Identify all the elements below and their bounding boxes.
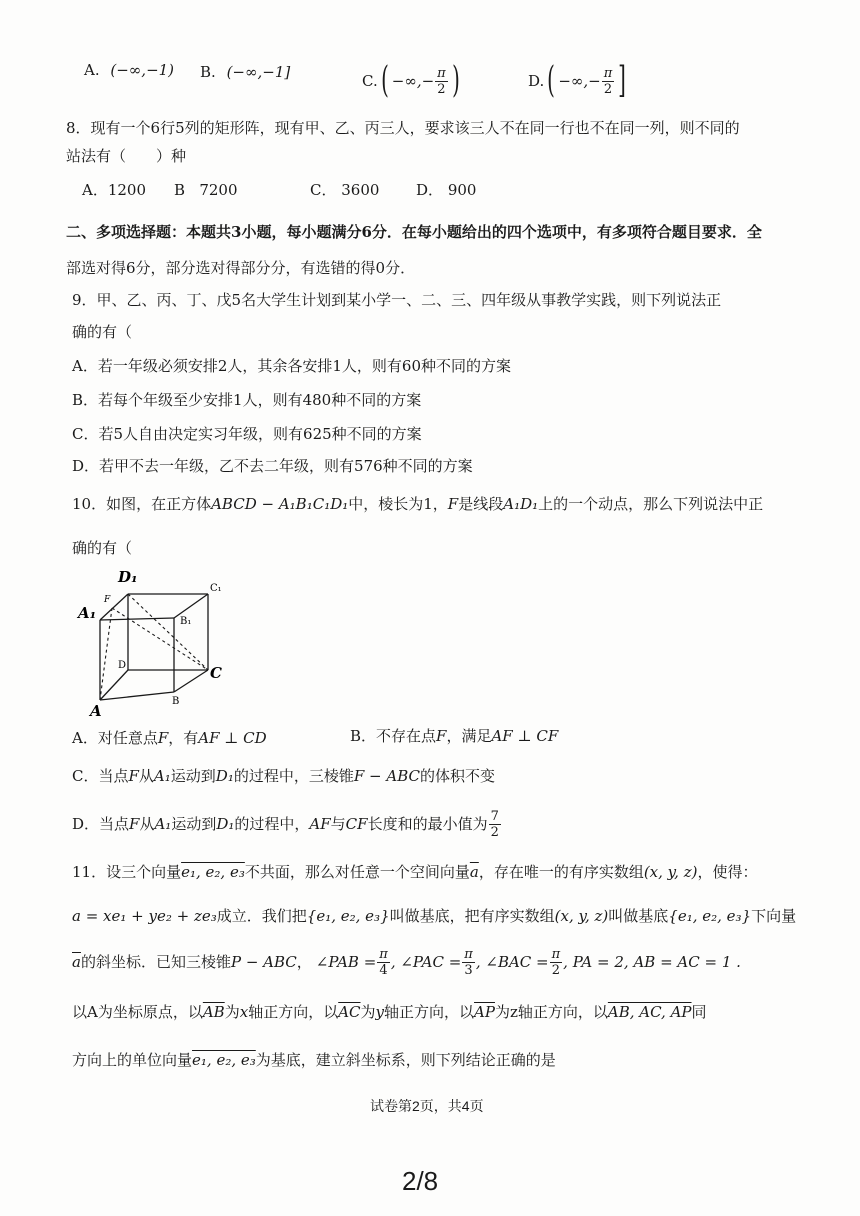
segment-d1c — [128, 594, 208, 670]
q8-option-b: B 7200 — [174, 181, 238, 199]
q10-option-c: C．当点F从A₁运动到D₁的过程中，三棱锥F − ABC的体积不变 — [72, 767, 495, 785]
label-d1: D₁ — [118, 568, 138, 586]
edge-bc — [174, 670, 208, 692]
q10-stem-line2: 确的有（ — [72, 539, 133, 557]
label-a: A — [90, 702, 102, 718]
section2-heading-line2: 部选对得6分，部分选对得部分分，有选错的得0分． — [66, 259, 416, 277]
q8-stem-line2: 站法有（ ）种 — [66, 147, 187, 165]
q10-option-b: B．不存在点F，满足AF ⊥ CF — [350, 727, 559, 745]
q9-option-d: D．若甲不去一年级，乙不去二年级，则有576种不同的方案 — [72, 457, 473, 475]
q9-stem-line2: 确的有（ — [72, 323, 133, 341]
label-f: F — [104, 595, 111, 605]
q11-line4: 以A为坐标原点，以$\overline{AB}$为x轴正方向，以$\overline{AC}$为y轴正方向，以$\overline{AP}$为z轴正方向，以AB, AC, AP同 — [72, 1003, 707, 1021]
q11-line5: 方向上的单位向量e₁, e₂, e₃为基底，建立斜坐标系，则下列结论正确的是 — [72, 1051, 556, 1069]
q8-options — [82, 180, 476, 200]
q8-option-d: D． 900 — [416, 181, 477, 199]
q10-option-a: A．对任意点F，有AF ⊥ CD — [72, 729, 267, 747]
label-d: D — [118, 660, 127, 671]
q10-stem-line1: 10．如图，在正方体ABCD − A₁B₁C₁D₁中，棱长为1，F是线段A₁D₁上的一个动点，那么下列说法中正 — [72, 495, 764, 513]
q8-option-c: C． 3600 — [310, 181, 380, 199]
cube-figure — [76, 564, 236, 718]
q11-line3: $\overline{a}$ 的斜坐标．已知三棱锥 P − ABC ， ∠PAB = $\frac{\pi}{4}$ , ∠PAC = $\frac{\pi}{3}$ , ∠BAC = $\frac{\pi}{2}$ , PA = 2, AB = AC = 1 . — [72, 946, 741, 978]
q7-option-c: C. ( −∞,− $\frac{\pi}{2}$ ) — [362, 60, 460, 101]
label-c1: C₁ — [210, 583, 222, 594]
label-a1: A₁ — [78, 604, 97, 622]
edge-b1c1 — [174, 594, 208, 618]
q9-option-a: A．若一年级必须安排2人，其余各安排1人，则有60种不同的方案 — [72, 357, 512, 375]
edge-a1b1 — [100, 618, 174, 620]
page-footer: 试卷第2页，共4页 — [370, 1098, 484, 1114]
q8-option-a: A．1200 — [82, 181, 147, 199]
q11-line2: a = xe₁ + ye₂ + ze₃成立．我们把{e₁, e₂, e₃}叫做基底，把有序实数组(x, y, z)叫做基底{e₁, e₂, e₃}下向量 — [72, 907, 797, 925]
q7-d-fraction: $\frac{\pi}{2}$ — [603, 65, 613, 97]
q7-option-a: A. (−∞,−1) — [84, 61, 175, 79]
q9-stem-line1: 9．甲、乙、丙、丁、戊5名大学生计划到某小学一、二、三、四年级从事教学实践，则下列说法正 — [72, 291, 722, 309]
edge-ad — [100, 670, 128, 700]
q7-option-b: B. (−∞,−1] — [200, 63, 291, 81]
q11-line1: 11．设三个向量e₁, e₂, e₃不共面，那么对任意一个空间向量$\overline{a}$，存在唯一的有序实数组(x, y, z)，使得： — [72, 863, 758, 881]
segment-af — [100, 608, 112, 700]
q10-option-d: D．当点 F 从 A₁ 运动到 D₁ 的过程中， AF 与 CF 长度和的最小值为 $\frac{7}{2}$ — [72, 808, 499, 840]
section2-heading-line1: 二、多项选择题：本题共3小题，每小题满分6分．在每小题给出的四个选项中，有多项符合题目要求．全 — [66, 223, 762, 241]
label-b1: B₁ — [180, 616, 192, 627]
q9-option-c: C．若5人自由决定实习年级，则有625种不同的方案 — [72, 425, 422, 443]
edge-ab — [100, 692, 174, 700]
q9-option-b: B．若每个年级至少安排1人，则有480种不同的方案 — [72, 391, 422, 409]
label-c: C — [210, 664, 222, 682]
page-indicator: 2/8 — [402, 1166, 439, 1196]
q7-c-fraction: $\frac{\pi}{2}$ — [437, 65, 446, 97]
q7-option-d: D. ( −∞,− $\frac{\pi}{2}$ ] — [528, 60, 627, 101]
q10-d-fraction: $\frac{7}{2}$ — [490, 808, 499, 840]
label-b: B — [172, 696, 180, 707]
q8-stem-line1: 8．现有一个6行5列的矩形阵，现有甲、乙、丙三人，要求该三人不在同一行也不在同一列，则不同的 — [66, 119, 740, 137]
segment-cf — [112, 608, 208, 670]
